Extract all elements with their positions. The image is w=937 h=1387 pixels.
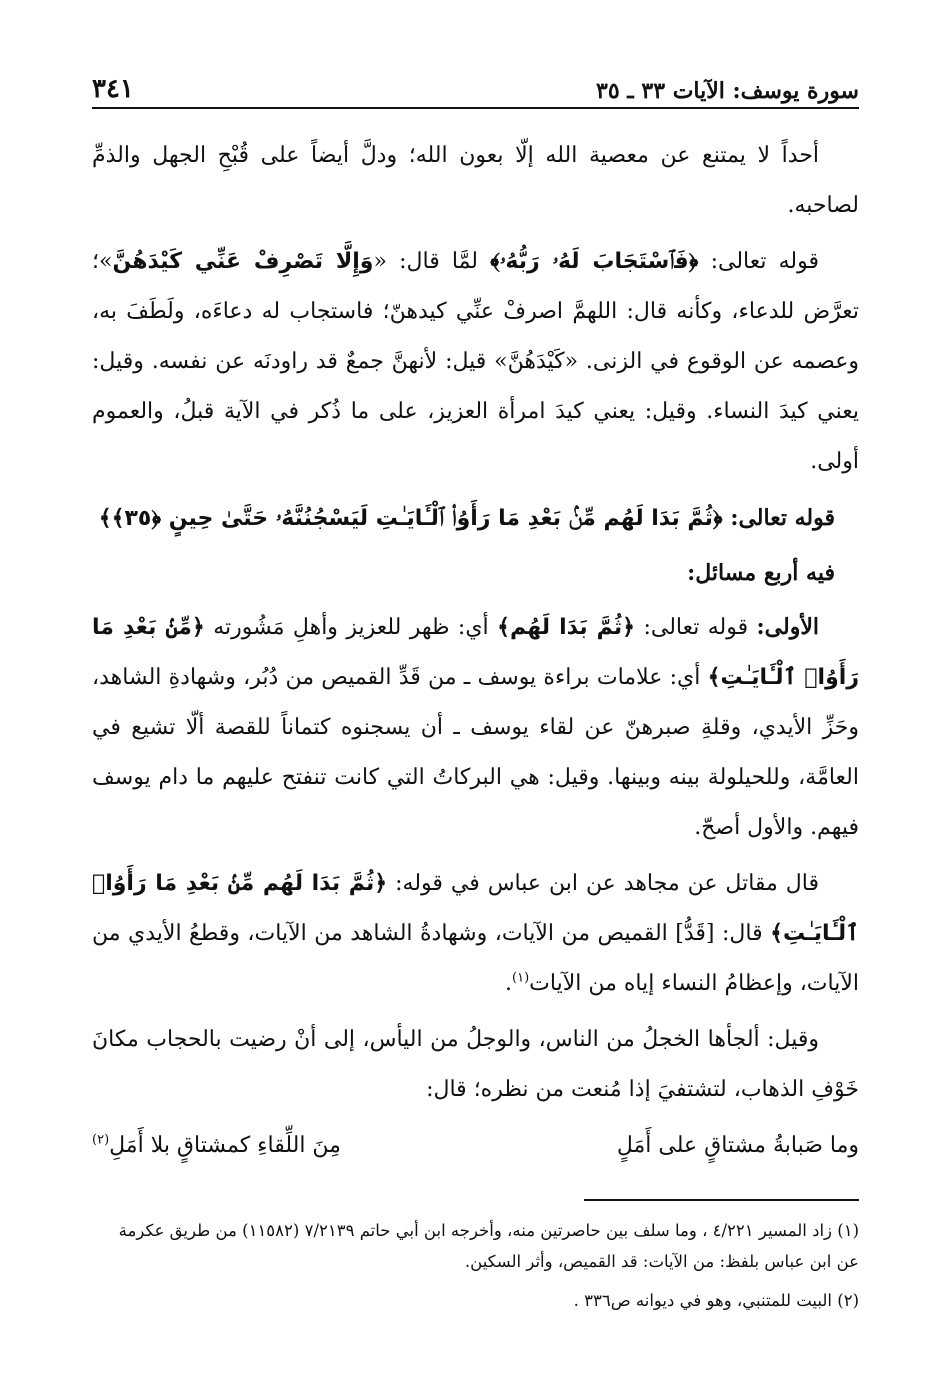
paragraph-3-lead: قوله تعالى:: [635, 615, 757, 640]
second-hemistich-wrap: [92, 1121, 341, 1171]
verse-heading-quran: ﴿ثُمَّ بَدَا لَهُم مِّنۢ بَعْدِ مَا رَأَوُا۟ ٱلْـَٔايَـٰتِ لَيَسْجُنُنَّهُۥ حَتَّىٰ حِينٍ ﴿٣٥﴾﴾: [98, 506, 723, 531]
page-body: [92, 131, 859, 1171]
page-number: ٣٤١: [92, 74, 134, 104]
paragraph-4: [92, 859, 859, 1009]
paragraph-4-rest: قال: [قَدُّ] القميص من الآيات، وشهادةُ الشاهد من الآيات، وقطعُ الأيدي من الآيات، وإعظامُ النساء إياه من الآيات: [92, 921, 859, 996]
quran-quote: وَإِلَّا تَصْرِفْ عَنِّي كَيْدَهُنَّ: [112, 249, 374, 274]
footnote-ref-1: (١): [512, 970, 530, 986]
verse-heading-lead: قوله تعالى:: [722, 505, 835, 531]
second-hemistich: مِنَ اللِّقاءِ كمشتاقٍ بلا أَمَلِ: [109, 1133, 341, 1158]
quran-quote: ﴿فَٱسْتَجَابَ لَهُۥ رَبُّهُۥ﴾: [490, 249, 699, 274]
paragraph-5: وقيل: ألجأها الخجلُ من الناس، والوجلُ من اليأس، إلى أنْ رضيت بالحجاب مكانَ خَوْفِ الذهاب، لتشتفيَ إذا مُنعت من نظره؛ قال:: [92, 1027, 859, 1102]
quran-quote: ﴿مِّنۢ بَعْدِ مَا رَأَوُا۟ ٱلْـَٔايَـٰتِ﴾: [92, 615, 859, 690]
paragraph-4-end: .: [505, 971, 513, 996]
running-title: سورة يوسف: الآيات ٣٣ ـ ٣٥: [596, 78, 859, 104]
paragraph-1: أحداً لا يمتنع عن معصية الله إلّا بعون الله؛ ودلَّ أيضاً على قُبْحِ الجهل والذمِّ لصاحبه.: [92, 143, 859, 218]
quran-quote: ﴿ثُمَّ بَدَا لَهُم﴾: [497, 615, 636, 640]
paragraph-2-rest: »؛ تعرَّض للدعاء، وكأنه قال: اللهمَّ اصرفْ عنِّي كيدهنّ؛ فاستجاب له دعاءَه، ولَطَفَ به، وعصمه عن الوقوع في الزنى. «كَيْدَهُنَّ» قيل: لأنهنَّ جمعٌ قد راودنَه عن نفسه. وقيل: يعني كيدَ النساء. وقيل: يعني كيدَ امرأة العزيز، على ما ذُكر في الآية قبلُ، والعموم أولى.: [92, 249, 859, 474]
poetry-verse: [92, 1121, 859, 1171]
issue-label: الأولى:: [756, 614, 819, 640]
paragraph-3: [92, 602, 859, 853]
paragraph-2: [92, 237, 859, 487]
verse-heading: [92, 493, 859, 544]
quran-quote: ﴿ثُمَّ بَدَا لَهُم مِّنۢ بَعْدِ مَا رَأَوُا۟ ٱلْـَٔايَـٰتِ﴾: [92, 871, 859, 946]
paragraph-2-mid: لمَّا قال: «: [373, 249, 491, 274]
page-header: [92, 60, 859, 109]
issues-heading: فيه أربع مسائل:: [687, 560, 835, 586]
footnote-1: (١) زاد المسير ٤/٢٢١ ، وما سلف بين حاصرتين منه، وأخرجه ابن أبي حاتم ٧/٢١٣٩ (١١٥٨٢) من طريق عكرمة عن ابن عباس بلفظ: من الآيات: قد القميص، وأثر السكين.: [118, 1221, 859, 1271]
footnote-ref-2: (٢): [92, 1132, 110, 1148]
first-hemistich: وما صَبابةُ مشتاقٍ على أَمَلٍ: [616, 1133, 859, 1158]
paragraph-3-rest: أي: علامات براءة يوسف ـ من قَدِّ القميص من دُبُر، وشهادةِ الشاهد، وحَزِّ الأيدي، وقلةِ صبرهنّ عن لقاء يوسف ـ أن يسجنوه كتماناً للقصة ألّا تشيع في العامَّة، وللحيلولة بينه وبينها. وقيل: هي البركاتُ التي كانت تنفتح عليهم ما دام يوسف فيهم. والأول أصحّ.: [92, 665, 859, 840]
footnotes: [92, 1215, 859, 1316]
paragraph-4-lead: قال مقاتل عن مجاهد عن ابن عباس في قوله:: [387, 871, 819, 896]
paragraph-3-mid: أي: ظهر للعزيز وأهلِ مَشُورته: [204, 615, 498, 640]
footnote-2: (٢) البيت للمتنبي، وهو في ديوانه ص٣٣٦ .: [573, 1291, 859, 1310]
footnote-separator: [584, 1199, 859, 1201]
paragraph-2-lead: قوله تعالى:: [698, 249, 819, 274]
